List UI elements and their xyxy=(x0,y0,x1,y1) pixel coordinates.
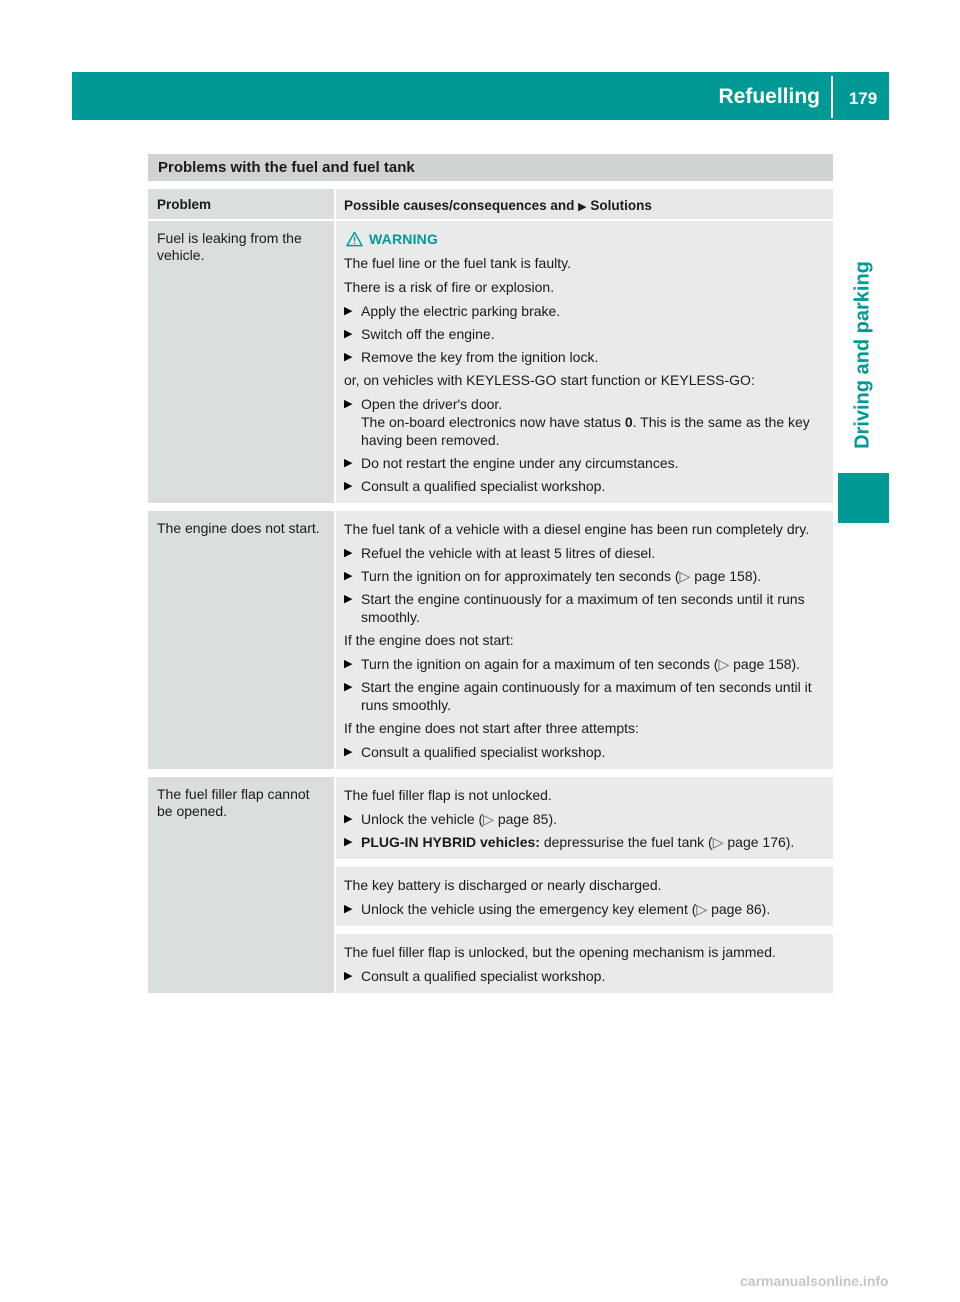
step-text: Consult a qualified specialist workshop. xyxy=(361,744,606,760)
instruction-step xyxy=(344,348,827,366)
arrow-icon: ▶ xyxy=(344,457,353,469)
arrow-icon: ▶ xyxy=(344,328,353,340)
instruction-step xyxy=(344,544,827,562)
page-number: 179 xyxy=(848,89,878,108)
table-row xyxy=(148,511,833,769)
step-text: Refuel the vehicle with at least 5 litres of diesel. xyxy=(361,545,656,561)
arrow-icon: ▶ xyxy=(344,305,353,317)
table-header-row xyxy=(148,189,833,219)
instruction-step xyxy=(344,678,827,714)
solution-block xyxy=(336,221,833,503)
arrow-icon: ▶ xyxy=(344,658,353,670)
solution-cell xyxy=(336,777,833,993)
problem-cell: The fuel filler flap cannot be opened. xyxy=(148,777,334,993)
instruction-step xyxy=(344,655,827,673)
page-ref-icon: ▷ xyxy=(696,901,708,917)
page-reference-link[interactable]: page 158). xyxy=(733,656,801,672)
chapter-label-text: Driving and parking xyxy=(851,261,874,449)
step-text: Start the engine continuously for a maximum of ten seconds until it runs smoothly. xyxy=(361,591,805,625)
instruction-step xyxy=(344,900,827,918)
page-ref-icon: ▷ xyxy=(718,656,730,672)
header-divider xyxy=(831,76,833,118)
page-ref-icon: ▷ xyxy=(679,568,691,584)
paragraph: If the engine does not start: xyxy=(344,632,514,648)
paragraph: The fuel line or the fuel tank is faulty. xyxy=(344,255,571,271)
hybrid-label: PLUG-IN HYBRID vehicles: xyxy=(361,834,540,850)
column-header-problem: Problem xyxy=(148,189,334,219)
step-door-text: Open the driver's door. xyxy=(361,396,503,412)
step-text: Consult a qualified specialist workshop. xyxy=(361,478,606,494)
paragraph: The key battery is discharged or nearly discharged. xyxy=(344,877,662,893)
paragraph: There is a risk of fire or explosion. xyxy=(344,279,555,295)
warning-label: WARNING xyxy=(369,231,439,247)
door-note-text-end: . This is the same as the key having been removed. xyxy=(361,414,810,448)
arrow-icon: ▶ xyxy=(344,480,353,492)
problem-cell: The engine does not start. xyxy=(148,511,334,769)
step-text xyxy=(361,810,827,828)
step-text-main: Unlock the vehicle ( xyxy=(361,811,484,827)
paragraph: The fuel filler flap is not unlocked. xyxy=(344,787,552,803)
step-text-main: Turn the ignition on for approximately ten seconds ( xyxy=(361,568,680,584)
instruction-step xyxy=(344,810,827,828)
solution-block xyxy=(336,777,833,859)
step-text xyxy=(361,655,827,673)
step-text: Remove the key from the ignition lock. xyxy=(361,349,599,365)
paragraph: If the engine does not start after three attempts: xyxy=(344,720,639,736)
arrow-icon: ▶ xyxy=(344,836,353,848)
page-reference-link[interactable]: page 158). xyxy=(694,568,762,584)
instruction-step xyxy=(344,395,827,449)
arrow-icon: ▶ xyxy=(344,970,353,982)
arrow-icon: ▶ xyxy=(344,570,353,582)
step-text-main: depressurise the fuel tank ( xyxy=(543,834,713,850)
step-text xyxy=(361,833,827,851)
chapter-tab-marker xyxy=(838,473,889,523)
paragraph: The fuel tank of a vehicle with a diesel engine has been run completely dry. xyxy=(344,521,810,537)
arrow-icon: ▶ xyxy=(578,201,587,213)
step-text: Apply the electric parking brake. xyxy=(361,303,561,319)
instruction-step xyxy=(344,833,827,851)
chapter-side-label xyxy=(838,260,888,450)
footer-watermark: carmanualsonline.info xyxy=(740,1273,889,1289)
arrow-icon: ▶ xyxy=(344,903,353,915)
status-value: 0 xyxy=(624,414,633,430)
solution-block xyxy=(336,934,833,993)
instruction-step xyxy=(344,325,827,343)
instruction-step xyxy=(344,967,827,985)
step-text-main: Turn the ignition on again for a maximum of ten seconds ( xyxy=(361,656,719,672)
step-text-main: Unlock the vehicle using the emergency key element ( xyxy=(361,901,697,917)
warning-heading xyxy=(344,230,827,248)
page-reference-link[interactable]: page 176). xyxy=(727,834,795,850)
step-text: Start the engine again continuously for a maximum of ten seconds until it runs smoothly. xyxy=(361,679,812,713)
door-note-text: The on-board electronics now have status xyxy=(361,414,621,430)
step-text xyxy=(361,900,827,918)
arrow-icon: ▶ xyxy=(344,681,353,693)
instruction-step xyxy=(344,477,827,495)
step-text: Consult a qualified specialist workshop. xyxy=(361,968,606,984)
instruction-step xyxy=(344,454,827,472)
step-text xyxy=(361,395,827,449)
instruction-step xyxy=(344,743,827,761)
section-title: Refuelling xyxy=(718,85,820,108)
arrow-icon: ▶ xyxy=(344,398,353,410)
solution-cell xyxy=(336,221,833,503)
arrow-icon: ▶ xyxy=(344,547,353,559)
column-header-solutions-label: Solutions xyxy=(590,198,652,213)
paragraph: or, on vehicles with KEYLESS-GO start function or KEYLESS-GO: xyxy=(344,372,755,388)
problems-table xyxy=(148,154,833,993)
column-header-causes: Possible causes/consequences and xyxy=(344,198,575,213)
arrow-icon: ▶ xyxy=(344,813,353,825)
table-title: Problems with the fuel and fuel tank xyxy=(148,154,833,181)
page-ref-icon: ▷ xyxy=(712,834,724,850)
step-text: Do not restart the engine under any circumstances. xyxy=(361,455,679,471)
table-row xyxy=(148,777,833,993)
problem-cell: Fuel is leaking from the vehicle. xyxy=(148,221,334,503)
solution-cell xyxy=(336,511,833,769)
arrow-icon: ▶ xyxy=(344,593,353,605)
page-reference-link[interactable]: page 86). xyxy=(711,901,771,917)
instruction-step xyxy=(344,590,827,626)
instruction-step xyxy=(344,302,827,320)
page-ref-icon: ▷ xyxy=(483,811,494,827)
step-text xyxy=(361,567,827,585)
column-header-solutions xyxy=(336,189,833,219)
arrow-icon: ▶ xyxy=(344,351,353,363)
solution-block xyxy=(336,511,833,769)
warning-triangle-icon xyxy=(346,231,363,247)
page-reference-link[interactable]: page 85). xyxy=(497,811,558,827)
arrow-icon: ▶ xyxy=(344,746,353,758)
paragraph: The fuel filler flap is unlocked, but the opening mechanism is jammed. xyxy=(344,944,776,960)
step-text: Switch off the engine. xyxy=(361,326,495,342)
instruction-step xyxy=(344,567,827,585)
solution-block xyxy=(336,867,833,926)
table-row xyxy=(148,221,833,503)
